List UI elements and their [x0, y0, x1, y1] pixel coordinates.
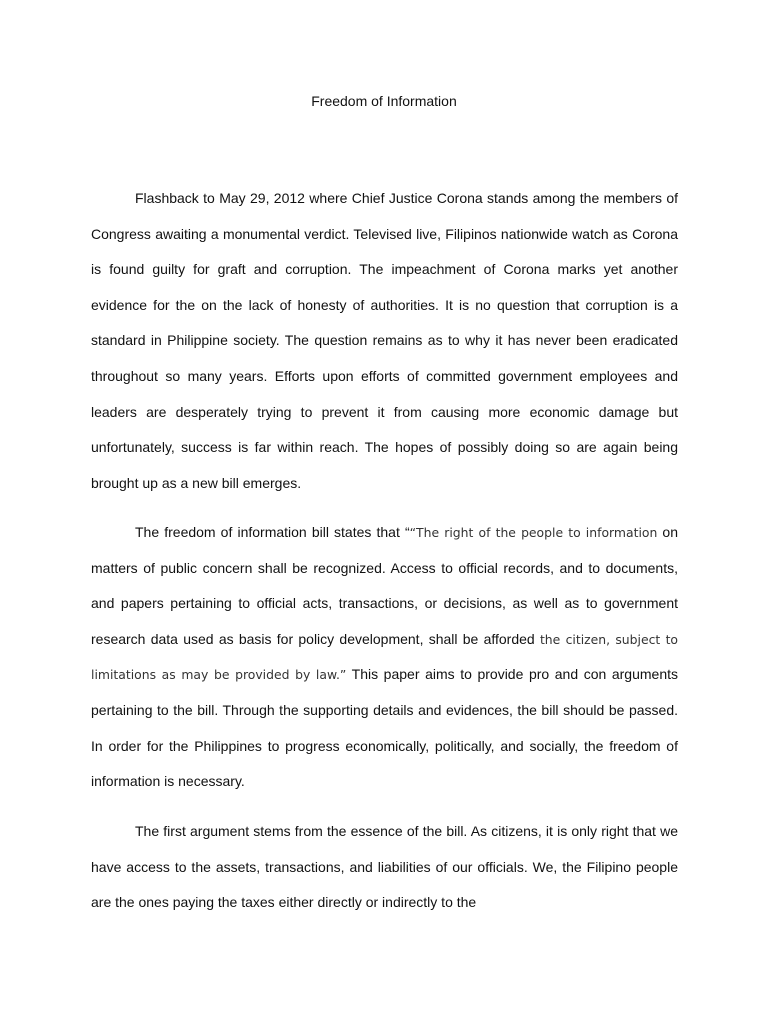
paragraph-flashback: Flashback to May 29, 2012 where Chief Justice Corona stands among the members of Congress awaiting a monumental verdict. Televised live, Filipinos nationwide watch as Corona is found guilty for graft and corruption. The impeachment of Corona marks yet another evidence for the on the lack of honesty of authorities. It is no question that corruption is a standard in Philippine society. The question remains as to why it has never been eradicated throughout so many years. Efforts upon efforts of committed government employees and leaders are desperately trying to prevent it from causing more economic damage but unfortunately, success is far within reach. The hopes of possibly doing so are again being brought up as a new bill emerges.	[91, 190, 678, 491]
bill-quote-part-2: the citizen, subject to limitations as may be provided by law.”	[91, 631, 679, 683]
paragraph-intro-text: The freedom of information bill states that “	[135, 524, 410, 540]
paragraph-first-argument: The first argument stems from the essence of the bill. As citizens, it is only right that we have access to the assets, transactions, and liabilities of our officials. We, the Filipino people are the ones paying the taxes either directly or indirectly to the	[91, 823, 678, 911]
paragraph-bill-statement	[91, 515, 678, 800]
paragraph-middle-text: on matters of public concern shall be recognized. Access to official records, and to documents, and papers pertaining to official acts, transactions, or decisions, as well as to government research data used as basis for policy development, shall be afforded	[91, 524, 679, 647]
paragraph-outro-text: This paper aims to provide pro and con arguments pertaining to the bill. Through the supporting details and evidences, the bill should be passed. In order for the Philippines to progress economically, politically, and socially, the freedom of information is necessary.	[91, 666, 678, 790]
document-title: Freedom of Information	[311, 93, 457, 109]
bill-quote-part-1: “The right of the people to information	[409, 525, 658, 540]
